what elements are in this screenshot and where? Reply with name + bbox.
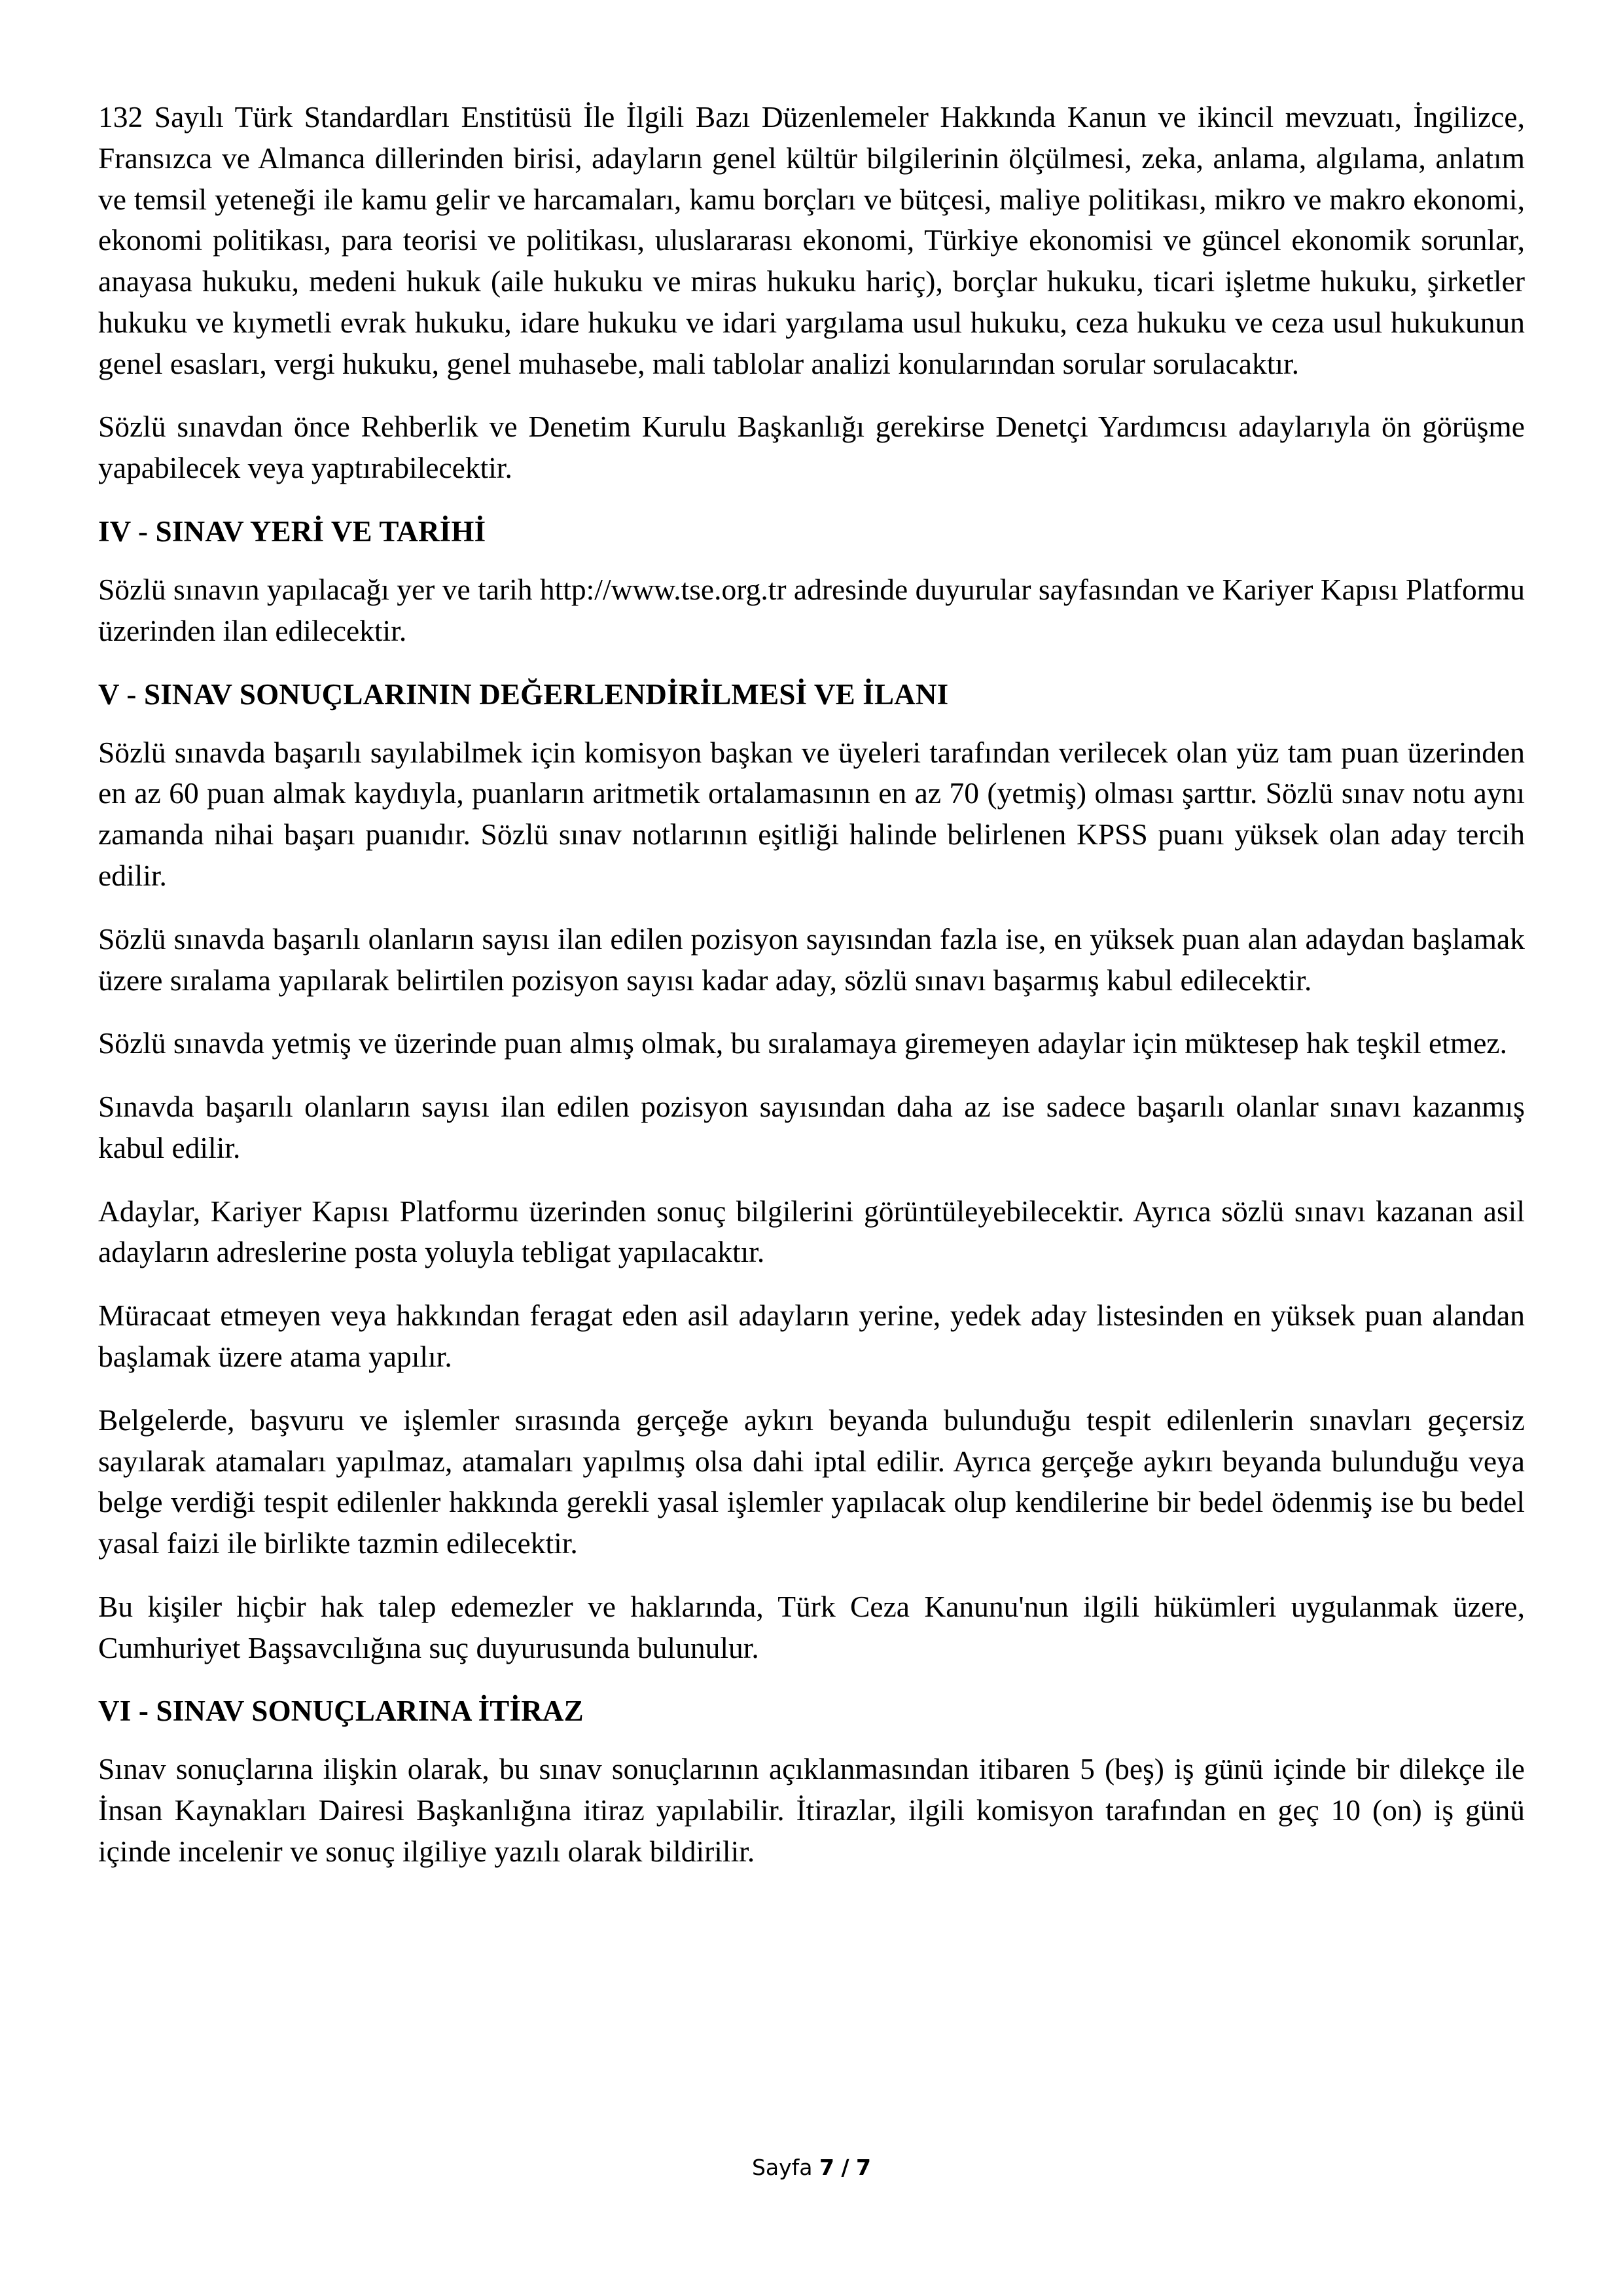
page-footer: [0, 2155, 1623, 2181]
section-iv-paragraph-1: Sözlü sınavın yapılacağı yer ve tarih http://www.tse.org.tr adresinde duyurular sayfasından ve Kariyer Kapısı Platformu üzerinden ilan edilecektir.: [98, 573, 1525, 647]
section-v-paragraph-3: Sözlü sınavda yetmiş ve üzerinde puan almış olmak, bu sıralamaya giremeyen adaylar için müktesep hak teşkil etmez.: [98, 1026, 1507, 1060]
page-content: [98, 97, 1525, 1873]
section-v-paragraph-4: Sınavda başarılı olanların sayısı ilan edilen pozisyon sayısından daha az ise sadece başarılı olanlar sınavı kazanmış kabul edilir.: [98, 1090, 1525, 1164]
section-v-paragraph-1: Sözlü sınavda başarılı sayılabilmek için komisyon başkan ve üyeleri tarafından verilecek olan yüz tam puan üzerinden en az 60 puan almak kaydıyla, puanların aritmetik ortalamasının en az 70 (yetmiş) olması şarttır. Sözlü sınav notu aynı zamanda nihai başarı puanıdır. Sözlü sınav notlarının eşitliği halinde belirlenen KPSS puanı yüksek olan aday tercih edilir.: [98, 735, 1525, 892]
footer-label: Sayfa: [751, 2155, 813, 2180]
intro-paragraph-1: 132 Sayılı Türk Standardları Enstitüsü İle İlgili Bazı Düzenlemeler Hakkında Kanun ve ikincil mevzuatı, İngilizce, Fransızca ve Almanca dillerinden birisi, adayların genel kültür bilgilerinin ölçülmesi, zeka, anlama, algılama, anlatım ve temsil yeteneği ile kamu gelir ve harcamaları, kamu borçları ve bütçesi, maliye politikası, mikro ve makro ekonomi, ekonomi politikası, para teorisi ve politikası, uluslararası ekonomi, Türkiye ekonomisi ve güncel ekonomik sorunlar, anayasa hukuku, medeni hukuk (aile hukuku ve miras hukuku hariç), borçlar hukuku, ticari işletme hukuku, şirketler hukuku ve kıymetli evrak hukuku, idare hukuku ve idari yargılama usul hukuku, ceza hukuku ve ceza usul hukukunun genel esasları, vergi hukuku, genel muhasebe, mali tablolar analizi konularından sorular sorulacaktır.: [98, 100, 1525, 380]
footer-total-pages: 7: [856, 2155, 872, 2180]
section-v-paragraph-2: Sözlü sınavda başarılı olanların sayısı ilan edilen pozisyon sayısından fazla ise, en yüksek puan alan adaydan başlamak üzere sıralama yapılarak belirtilen pozisyon sayısı kadar aday, sözlü sınavı başarmış kabul edilecektir.: [98, 922, 1525, 997]
footer-page-number: 7: [819, 2155, 834, 2180]
intro-paragraph-2: Sözlü sınavdan önce Rehberlik ve Denetim Kurulu Başkanlığı gerekirse Denetçi Yardımcısı adaylarıyla ön görüşme yapabilecek veya yaptırabilecektir.: [98, 410, 1525, 485]
section-vi-paragraph-1: Sınav sonuçlarına ilişkin olarak, bu sınav sonuçlarının açıklanmasından itibaren 5 (beş) iş günü içinde bir dilekçe ile İnsan Kaynakları Dairesi Başkanlığına itiraz yapılabilir. İtirazlar, ilgili komisyon tarafından en geç 10 (on) iş günü içinde incelenir ve sonuç ilgiliye yazılı olarak bildirilir.: [98, 1752, 1525, 1868]
section-v-paragraph-8: Bu kişiler hiçbir hak talep edemezler ve haklarında, Türk Ceza Kanunu'nun ilgili hükümleri uygulanmak üzere, Cumhuriyet Başsavcılığına suç duyurusunda bulunulur.: [98, 1589, 1525, 1664]
footer-separator: /: [841, 2155, 849, 2180]
section-heading-v: V - SINAV SONUÇLARININ DEĞERLENDİRİLMESİ VE İLANI: [98, 677, 949, 711]
section-heading-vi: VI - SINAV SONUÇLARINA İTİRAZ: [98, 1695, 584, 1728]
section-heading-iv: IV - SINAV YERİ VE TARİHİ: [98, 515, 486, 548]
section-v-paragraph-6: Müracaat etmeyen veya hakkından feragat eden asil adayların yerine, yedek aday listesinden en yüksek puan alandan başlamak üzere atama yapılır.: [98, 1299, 1525, 1373]
section-v-paragraph-7: Belgelerde, başvuru ve işlemler sırasında gerçeğe aykırı beyanda bulunduğu tespit edilenlerin sınavları geçersiz sayılarak atamaları yapılmaz, atamaları yapılmış olsa dahi iptal edilir. Ayrıca gerçeğe aykırı beyanda bulunduğu veya belge verdiği tespit edilenler hakkında gerekli yasal işlemler yapılacak olup kendilerine bir bedel ödenmiş ise bu bedel yasal faizi ile birlikte tazmin edilecektir.: [98, 1403, 1525, 1560]
section-v-paragraph-5: Adaylar, Kariyer Kapısı Platformu üzerinden sonuç bilgilerini görüntüleyebilecektir. Ayrıca sözlü sınavı kazanan asil adayların adreslerine posta yoluyla tebligat yapılacaktır.: [98, 1194, 1525, 1269]
